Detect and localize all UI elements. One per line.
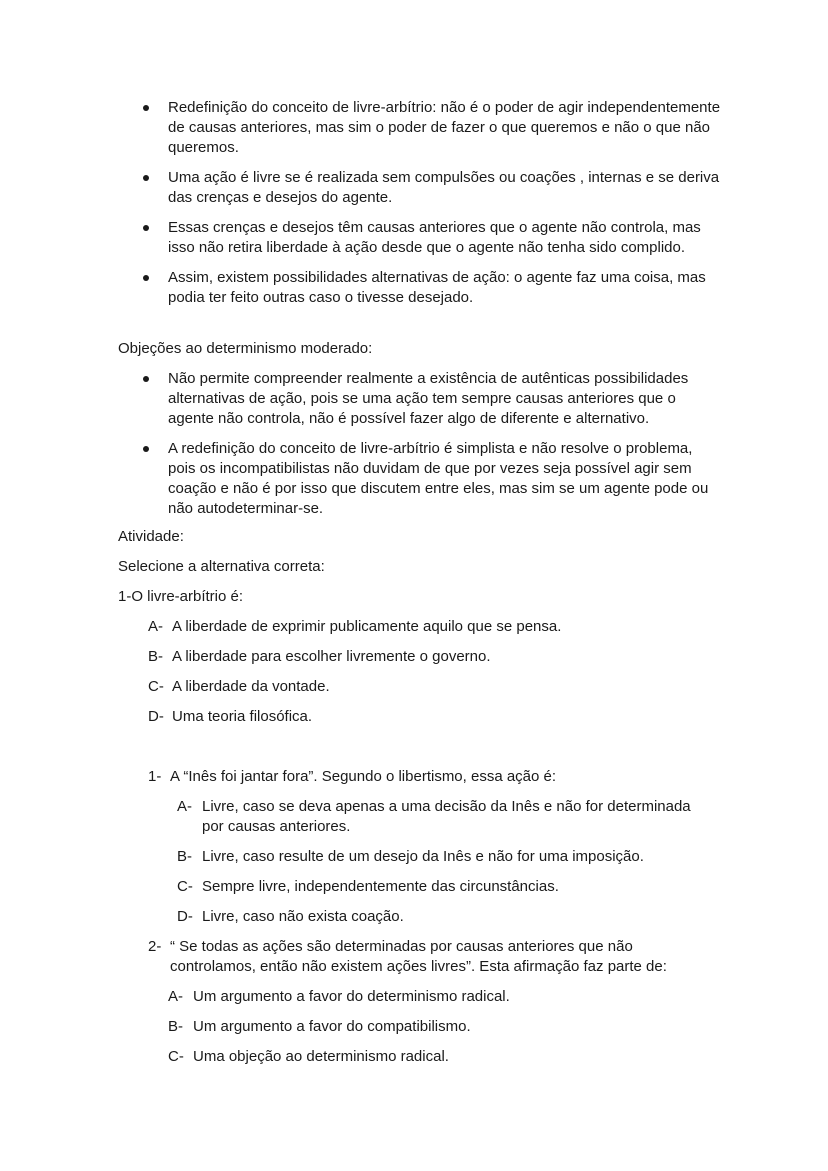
option-marker: C- (177, 878, 193, 895)
option-text: Livre, caso resulte de um desejo da Inês e não for uma imposição. (202, 848, 644, 865)
option-item (168, 1047, 708, 1067)
option-item (148, 617, 708, 637)
option-marker: A- (168, 988, 183, 1005)
bullet-item (141, 268, 721, 308)
option-item (168, 1017, 708, 1037)
option-marker: B- (168, 1018, 183, 1035)
option-marker: A- (177, 798, 192, 815)
option-text: Livre, caso se deva apenas a uma decisão da Inês e não for determinada por causas anteriores. (202, 798, 691, 835)
option-marker: B- (148, 648, 163, 665)
bullet-text: Não permite compreender realmente a existência de autênticas possibilidades alternativas de ação, pois se uma ação tem sempre causas anteriores que o agente não controla, não é possível fazer algo de diferente e alternativo. (168, 370, 689, 427)
bullet-text: Uma ação é livre se é realizada sem compulsões ou coações , internas e se deriva das crenças e desejos do agente. (168, 169, 720, 206)
question-text: A “Inês foi jantar fora”. Segundo o libertismo, essa ação é: (170, 768, 557, 785)
option-item (168, 987, 708, 1007)
option-text: A liberdade para escolher livremente o governo. (172, 648, 491, 665)
option-marker: C- (148, 678, 164, 695)
bullet-text: Assim, existem possibilidades alternativas de ação: o agente faz uma coisa, mas podia ter feito outras caso o tivesse desejado. (168, 269, 706, 306)
option-marker: A- (148, 618, 163, 635)
objections-heading: Objeções ao determinismo moderado: (118, 340, 373, 357)
option-item (177, 847, 707, 867)
question-number: 2- (148, 938, 162, 955)
option-item (148, 647, 708, 667)
bullet-item (141, 218, 721, 258)
option-item (177, 907, 707, 927)
question-options (148, 617, 708, 737)
option-marker: D- (177, 908, 193, 925)
question-stem (148, 767, 730, 787)
bullet-text: Essas crenças e desejos têm causas anteriores que o agente não controla, mas isso não retira liberdade à ação desde que o agente não tenha sido complido. (168, 219, 701, 256)
bullet-item (141, 168, 721, 208)
option-text: Livre, caso não exista coação. (202, 908, 404, 925)
option-text: Um argumento a favor do compatibilismo. (193, 1018, 471, 1035)
instruction-text: Selecione a alternativa correta: (118, 558, 325, 575)
option-marker: D- (148, 708, 164, 725)
option-marker: B- (177, 848, 192, 865)
option-text: Sempre livre, independentemente das circunstâncias. (202, 878, 559, 895)
question-text: “ Se todas as ações são determinadas por causas anteriores que não controlamos, então não existem ações livres”. Esta afirmação faz parte de: (170, 938, 667, 975)
question-options (177, 797, 707, 937)
bullet-item (141, 439, 721, 519)
question-stem (148, 937, 710, 977)
question-stem: 1-O livre-arbítrio é: (118, 588, 244, 605)
question-number: 1- (148, 768, 162, 785)
option-text: Um argumento a favor do determinismo radical. (193, 988, 510, 1005)
bullet-text: Redefinição do conceito de livre-arbítrio: não é o poder de agir independentemente de causas anteriores, mas sim o poder de fazer o que queremos e não o que não queremos. (168, 99, 721, 156)
moderate-determinism-bullets (141, 98, 721, 318)
option-text: Uma teoria filosófica. (172, 708, 313, 725)
option-text: A liberdade de exprimir publicamente aquilo que se pensa. (172, 618, 562, 635)
option-text: Uma objeção ao determinismo radical. (193, 1048, 449, 1065)
question-options (168, 987, 708, 1077)
bullet-item (141, 98, 721, 158)
bullet-text: A redefinição do conceito de livre-arbítrio é simplista e não resolve o problema, pois os incompatibilistas não duvidam de que por vezes seja possível agir sem coação e não é por isso que discutem entre eles, mas sim se um agente pode ou não autodeterminar-se. (168, 440, 709, 517)
option-item (177, 877, 707, 897)
option-marker: C- (168, 1048, 184, 1065)
option-item (148, 677, 708, 697)
objections-bullets (141, 369, 721, 529)
option-text: A liberdade da vontade. (172, 678, 330, 695)
activity-label: Atividade: (118, 528, 184, 545)
option-item (148, 707, 708, 727)
option-item (177, 797, 707, 837)
bullet-item (141, 369, 721, 429)
